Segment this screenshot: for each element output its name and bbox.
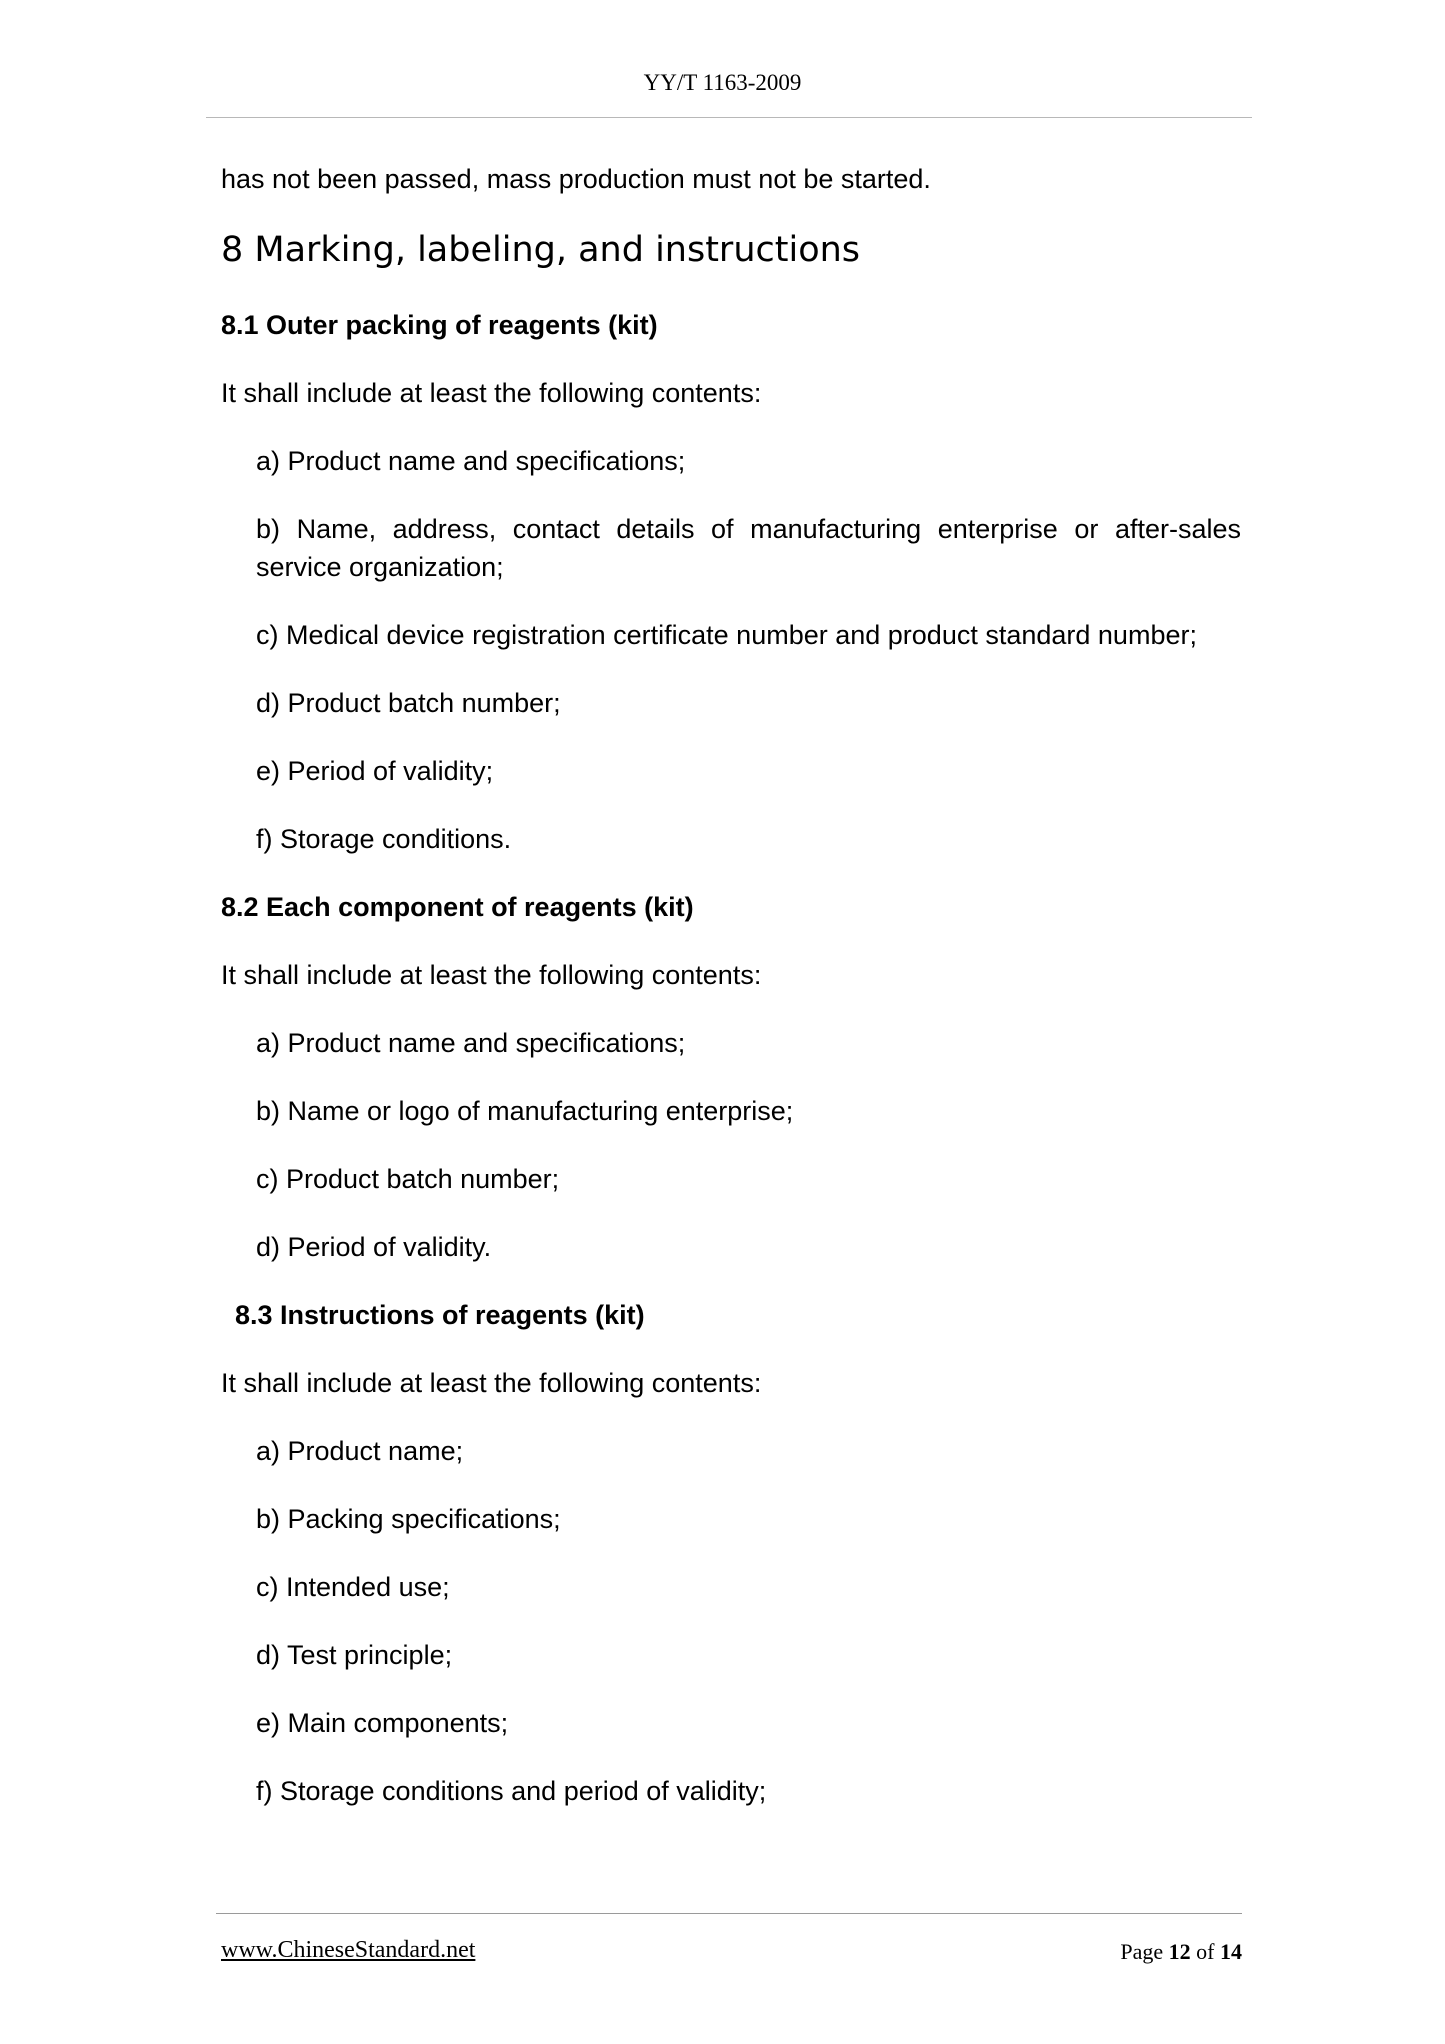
website-link[interactable]: www.ChineseStandard.net [221,1937,476,1963]
page-prefix: Page [1120,1939,1164,1964]
list-item: f) Storage conditions. [256,824,512,854]
page-content [221,160,1241,1840]
document-code-header: YY/T 1163-2009 [643,70,802,95]
list-item: c) Product batch number; [256,1164,560,1194]
page-number [1120,1939,1242,1965]
page-total: 14 [1220,1939,1242,1964]
list-item: e) Main components; [256,1708,509,1738]
list-item: e) Period of validity; [256,756,494,786]
section-8-3-heading: 8.3 Instructions of reagents (kit) [235,1300,645,1330]
section-8-2-lead: It shall include at least the following contents: [221,960,762,990]
section-8-2-heading: 8.2 Each component of reagents (kit) [221,892,694,922]
page-of: of [1196,1939,1215,1964]
section-8-3-lead: It shall include at least the following contents: [221,1368,762,1398]
section-8-1-heading: 8.1 Outer packing of reagents (kit) [221,310,658,340]
list-item: a) Product name and specifications; [256,446,686,476]
list-item: b) Name or logo of manufacturing enterprise; [256,1096,794,1126]
list-item: c) Intended use; [256,1572,450,1602]
page-current: 12 [1168,1939,1191,1964]
header-divider [206,117,1252,118]
intro-paragraph: has not been passed, mass production must not be started. [221,164,931,194]
chapter-title: 8 Marking, labeling, and instructions [221,230,861,270]
list-item: b) Packing specifications; [256,1504,561,1534]
list-item: d) Test principle; [256,1640,453,1670]
list-item: d) Period of validity. [256,1232,492,1262]
list-item: c) Medical device registration certificate number and product standard number; [256,620,1197,650]
list-item: a) Product name and specifications; [256,1028,686,1058]
list-item: a) Product name; [256,1436,464,1466]
footer-divider [216,1913,1242,1914]
section-8-1-lead: It shall include at least the following contents: [221,378,762,408]
list-item: b) Name, address, contact details of manufacturing enterprise or after-sales service organization; [256,514,1241,582]
list-item: f) Storage conditions and period of validity; [256,1776,767,1806]
list-item: d) Product batch number; [256,688,561,718]
